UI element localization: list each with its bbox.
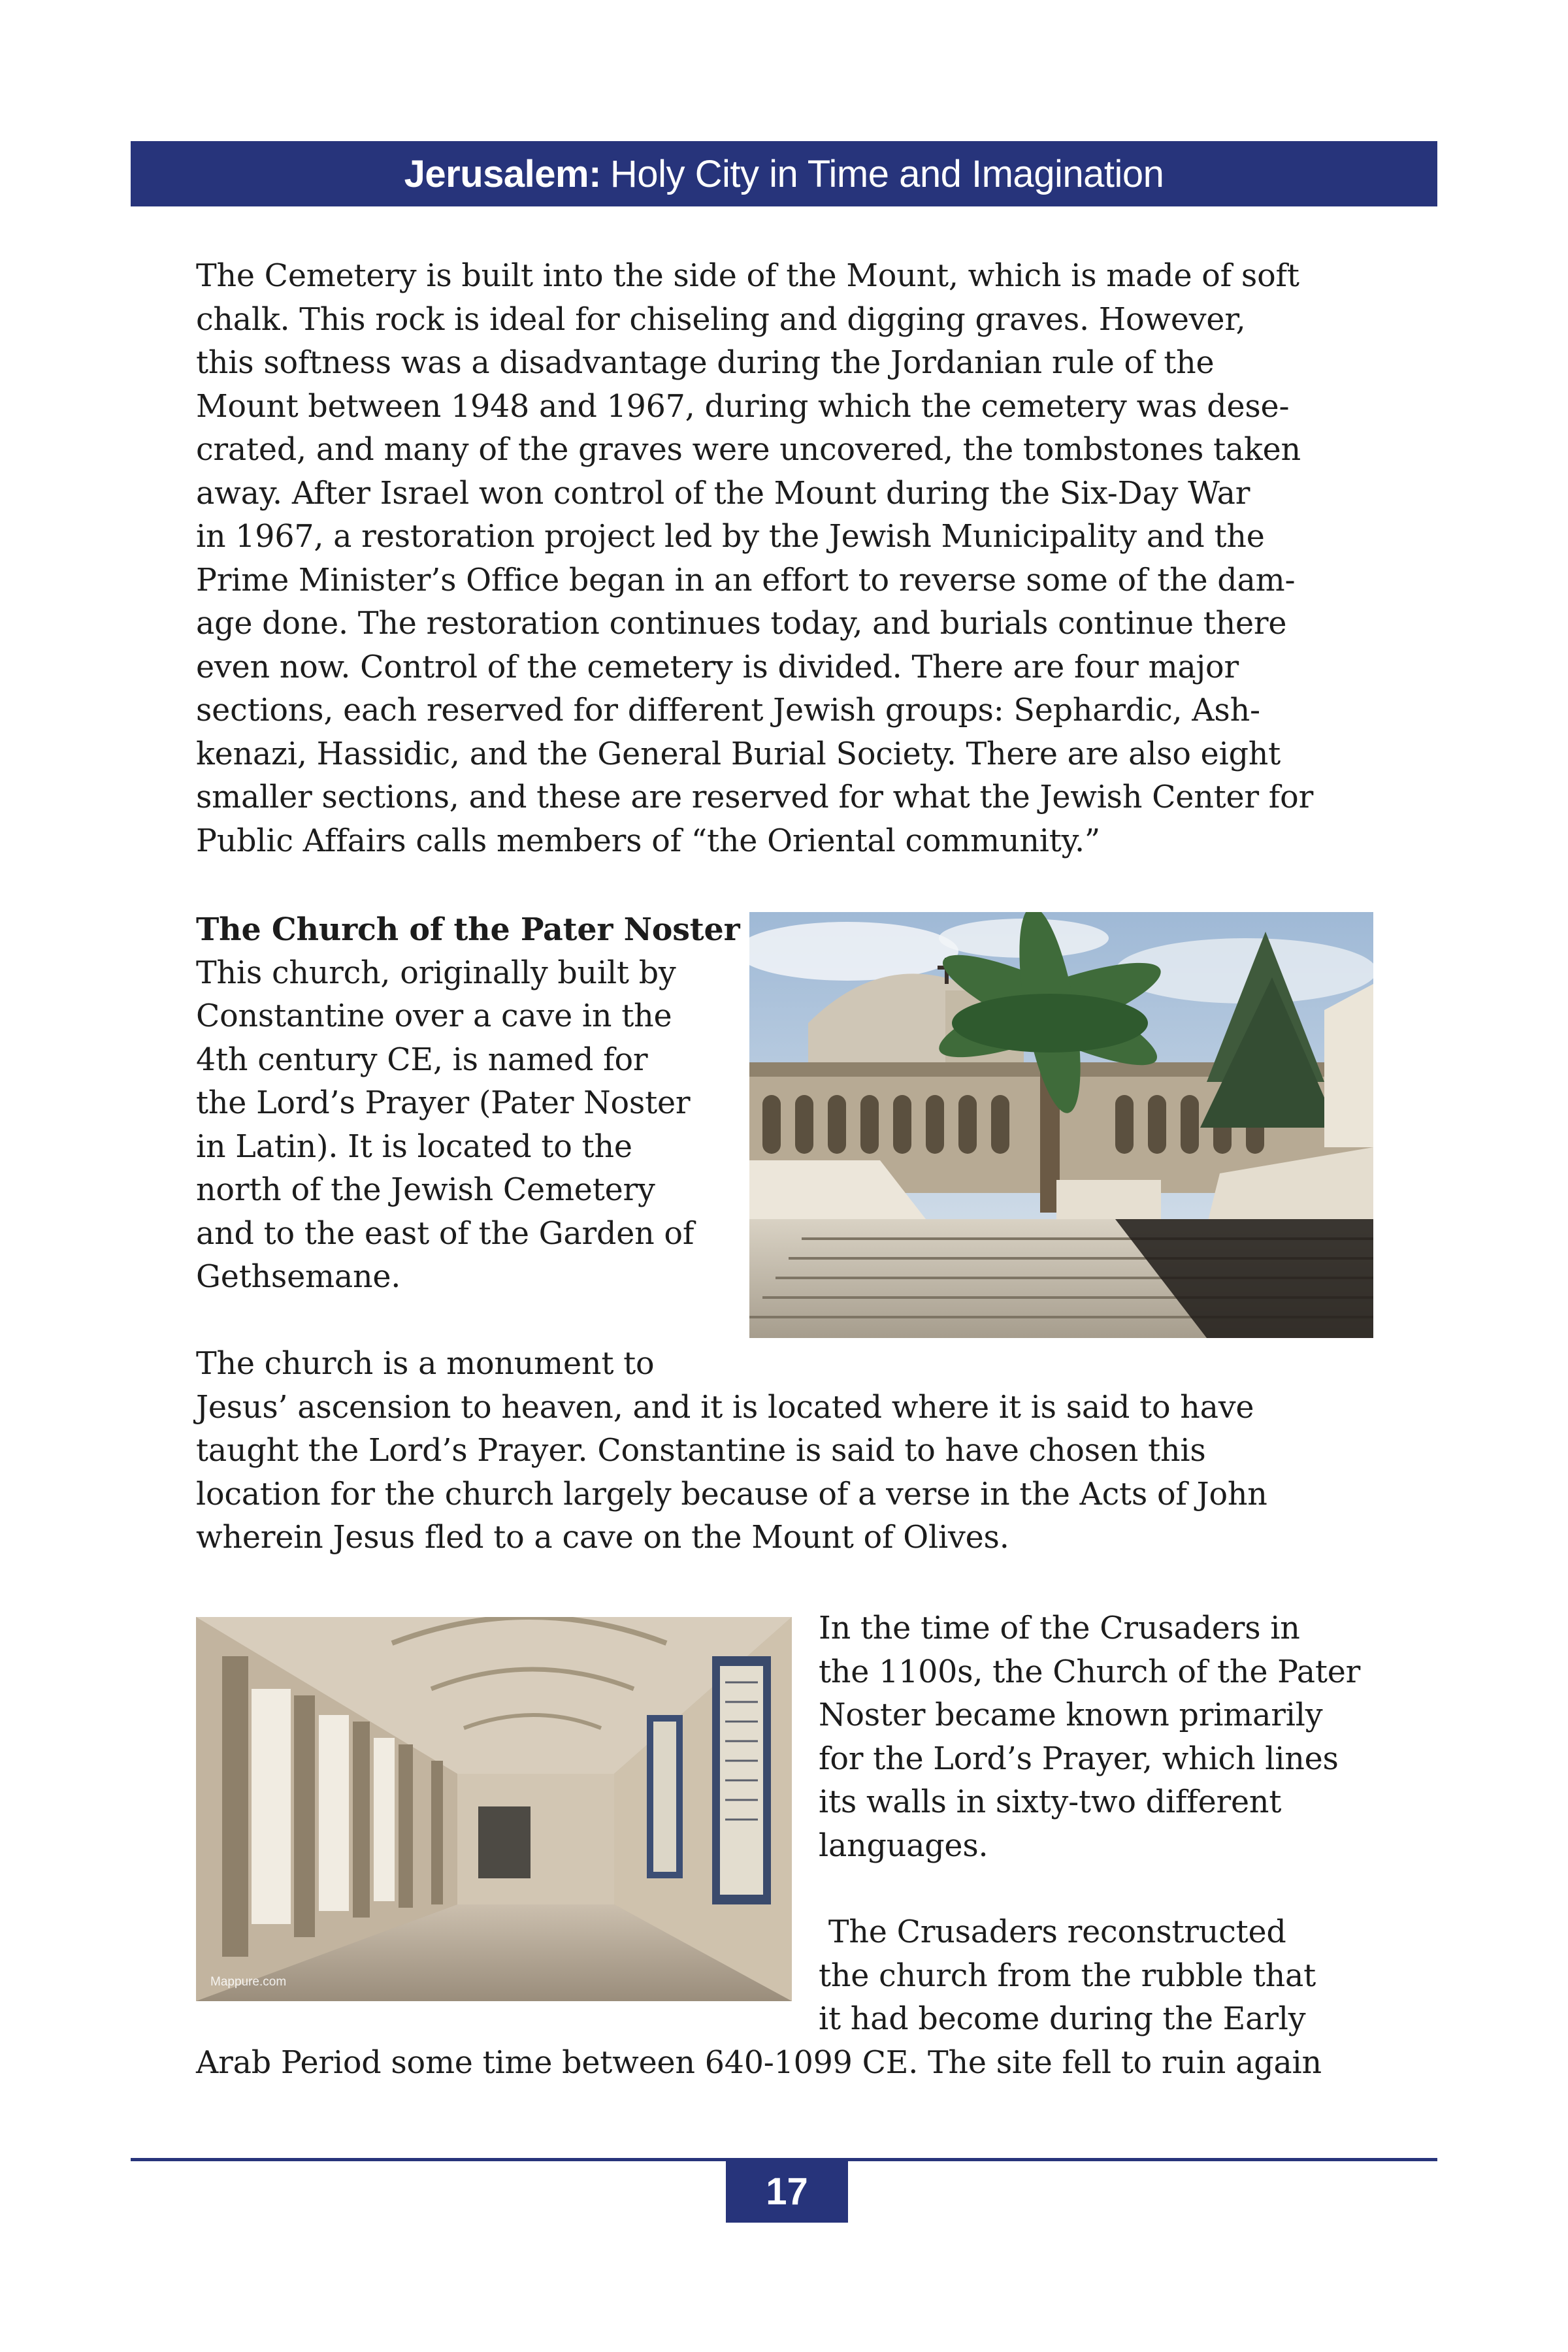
text-line: Public Affairs calls members of “the Oriental community.” xyxy=(196,823,1100,859)
text-line: the Lord’s Prayer (Pater Noster xyxy=(196,1085,691,1121)
text-line: chalk. This rock is ideal for chiseling and digging graves. However, xyxy=(196,301,1246,338)
paragraph-reconstruction xyxy=(819,1911,1387,2042)
text-line: Arab Period some time between 640-1099 CE. The site fell to ruin again xyxy=(196,2045,1322,2081)
text-line: and to the east of the Garden of xyxy=(196,1215,694,1252)
text-line: crated, and many of the graves were uncovered, the tombstones taken xyxy=(196,432,1301,468)
text-line: 4th century CE, is named for xyxy=(196,1041,648,1078)
text-line: it had become during the Early xyxy=(819,2001,1306,2037)
text-line: in 1967, a restoration project led by the Jewish Municipality and the xyxy=(196,519,1265,555)
text-line: kenazi, Hassidic, and the General Burial Society. There are also eight xyxy=(196,736,1281,772)
text-line: smaller sections, and these are reserved for what the Jewish Center for xyxy=(196,779,1314,815)
text-line: in Latin). It is located to the xyxy=(196,1128,632,1165)
paragraph-crusaders xyxy=(819,1607,1387,1868)
text-line: languages. xyxy=(819,1827,988,1864)
page-number: 17 xyxy=(726,2160,848,2223)
text-line: Noster became known primarily xyxy=(819,1697,1323,1733)
text-line: The church is a monument to xyxy=(196,1346,655,1382)
text-line: The Cemetery is built into the side of the Mount, which is made of soft xyxy=(196,258,1299,294)
text-line: Constantine over a cave in the xyxy=(196,998,672,1034)
section-heading: The Church of the Pater Noster xyxy=(196,911,740,948)
text-line: Jesus’ ascension to heaven, and it is located where it is said to have xyxy=(196,1389,1254,1426)
text-line: Prime Minister’s Office began in an effort to reverse some of the dam- xyxy=(196,562,1296,598)
text-line: this softness was a disadvantage during the Jordanian rule of the xyxy=(196,345,1215,381)
text-line: Mount between 1948 and 1967, during which the cemetery was dese- xyxy=(196,388,1290,425)
text-line: its walls in sixty-two different xyxy=(819,1784,1282,1820)
running-header xyxy=(131,141,1437,206)
header-title-rest: Holy City in Time and Imagination xyxy=(610,152,1164,195)
text-line: Gethsemane. xyxy=(196,1259,401,1295)
photo-credit: Mappure.com xyxy=(210,1975,287,1989)
text-line: sections, each reserved for different Jewish groups: Sephardic, Ash- xyxy=(196,693,1260,728)
text-line: The Crusaders reconstructed xyxy=(819,1914,1286,1950)
paragraph-monument xyxy=(196,1343,1385,1560)
paragraph-reconstruction-tail xyxy=(196,2042,1385,2085)
text-line: north of the Jewish Cemetery xyxy=(196,1172,655,1208)
text-line: taught the Lord’s Prayer. Constantine is said to have chosen this xyxy=(196,1433,1206,1469)
text-line: for the Lord’s Prayer, which lines xyxy=(819,1740,1339,1777)
text-line: This church, originally built by xyxy=(196,955,676,991)
header-title-bold: Jerusalem: xyxy=(404,152,601,195)
text-line: away. After Israel won control of the Mount during the Six-Day War xyxy=(196,475,1250,512)
text-line: location for the church largely because of a verse in the Acts of John xyxy=(196,1476,1267,1512)
text-line: the church from the rubble that xyxy=(819,1957,1316,1994)
section-pater-noster xyxy=(196,908,740,1299)
courtyard-photo xyxy=(749,912,1373,1338)
text-line: the 1100s, the Church of the Pater xyxy=(819,1654,1361,1690)
text-line: even now. Control of the cemetery is divided. There are four major xyxy=(196,649,1239,685)
text-line: In the time of the Crusaders in xyxy=(819,1610,1300,1646)
text-line: wherein Jesus fled to a cave on the Mount of Olives. xyxy=(196,1520,1009,1556)
intro-paragraph xyxy=(196,255,1385,863)
text-line: age done. The restoration continues today, and burials continue there xyxy=(196,606,1287,642)
cloister-photo xyxy=(196,1617,792,2001)
